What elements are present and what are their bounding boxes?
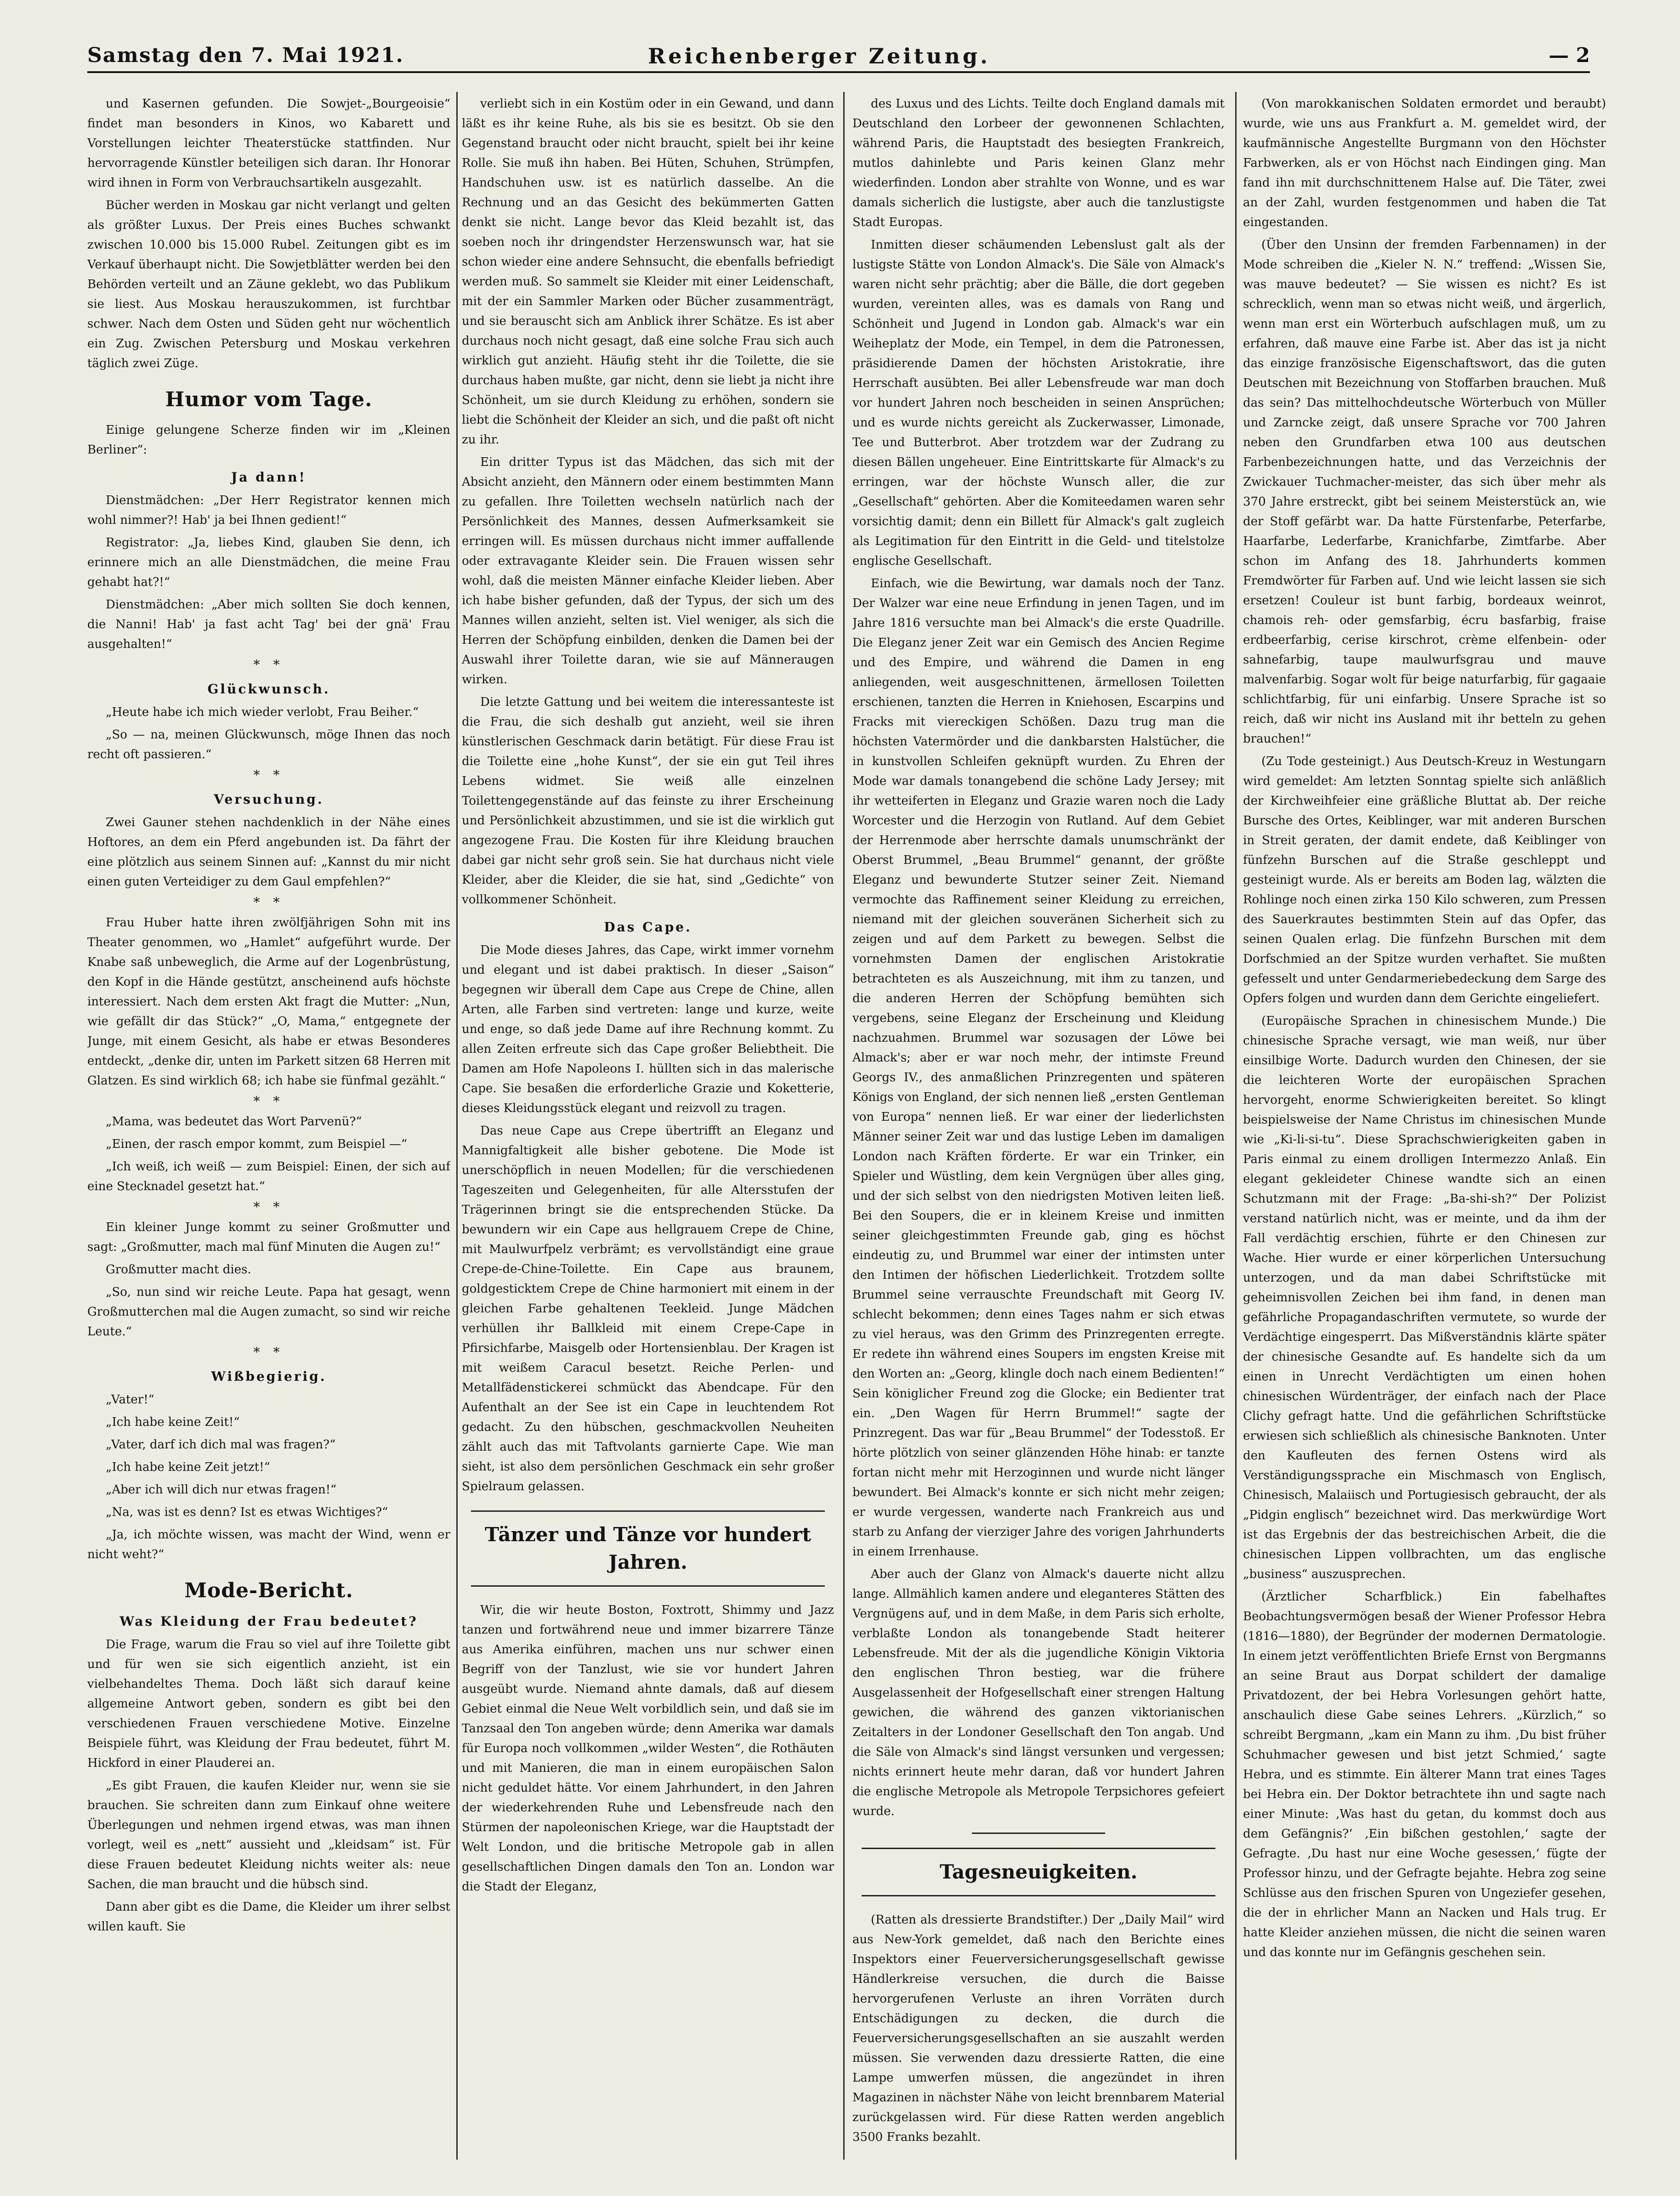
- paragraph: „Aber ich will dich nur etwas fragen!“: [106, 1483, 337, 1497]
- paragraph: „Ich habe keine Zeit jetzt!“: [106, 1460, 270, 1474]
- subheading: Das Cape.: [604, 919, 692, 935]
- subheading: Was Kleidung der Frau bedeutet?: [119, 1614, 418, 1629]
- paragraph: Dann aber gibt es die Dame, die Kleider um ihrer selbst willen kauft. Sie: [87, 1900, 450, 1934]
- paragraph: „So — na, meinen Glückwunsch, möge Ihnen das noch recht oft passieren.“: [87, 728, 450, 761]
- paragraph: Dienstmädchen: „Der Herr Registrator kennen mich wohl nimmer?! Hab' ja bei Ihnen gedient!“: [87, 494, 450, 527]
- section-title: Humor vom Tage.: [165, 388, 373, 411]
- paragraph: des Luxus und des Lichts. Teilte doch England damals mit Deutschland den Lorbeer der gewonnenen Schlachten, während Paris, die Hauptstadt des besiegten Frankreich, mutlos dahinlebte und Paris keinen Glanz mehr wiederfinden. London aber strahlte von Wonne, und es war damals sicherlich die lustigste, aber auch die tanzlustigste Stadt Europas.: [852, 97, 1225, 229]
- paragraph: Einfach, wie die Bewirtung, war damals noch der Tanz. Der Walzer war eine neue Erfindung in jenen Tagen, und im Jahre 1816 versuchte man bei Almack's die erste Quadrille. Die Eleganz jener Zeit war ein Gemisch des Ancien Regime und des Empire, und während die Damen in eng anliegenden, weit ausgeschnittenen, ärmellosen Toiletten erschienen, tanzten die Herren in Kniehosen, Escarpins und Fracks mit viereckigen Schößen. Dazu trug man die höchsten Vatermörder und die dankbarsten Halstücher, die in kunstvollen Schleifen geknüpft wurden. Zu Ehren der Mode war damals tonangebend die schöne Lady Jersey; mit ihr wetteiferten in Eleganz und Grazie waren noch die Lady Worcester und die Herzogin von Rutland. Auf dem Gebiet der Herrenmode aber herrschte damals unumschränkt der Oberst Brummel, „Beau Brummel“ genannt, der größte Eleganz und bewunderte Stutzer seiner Zeit. Niemand vermochte das Raffinement seiner Kleidung zu erreichen, niemand mit der gleichen souveränen Sicherheit sich zu zeigen und auf dem Parkett zu bewegen. Selbst die vornehmsten Damen der englischen Aristokratie betrachteten es als Auszeichnung, mit ihm zu tanzen, und die anderen Herren der Schöpfung bemühten sich vergebens, seine Eleganz der Erscheinung und Kleidung nachzuahmen. Brummel war sozusagen der Löwe bei Almack's; aber er war noch mehr, der intimste Freund Georgs IV., des anmaßlichen Prinzregenten und späteren Königs von England, der sich nennen ließ „ersten Gentleman von Europa“ nennen ließ. Er war einer der liederlichsten Männer seiner Zeit war und das lustige Leben im damaligen London nach Kräften förderte. Er war ein Trinker, ein Spieler und Wüstling, dem kein Vergnügen über alles ging, und der sich selbst von den niedrigsten Motiven leiten ließ. Bei den Soupers, die er in kleinem Kreise und inmitten seiner gleichgestimmten Freunde gab, ging es höchst eindeutig zu, und Brummel war einer der intimsten unter den Intimen der höfischen Liederlichkeit. Trotzdem sollte Brummel seine verrauschte Freundschaft mit Georg IV. schlecht bekommen; denn eines Tages nahm er sich etwas zu viel heraus, was den Grimm des Prinzregenten erregte. Er redete ihn während eines Soupers im engsten Kreise mit den Worten an: „Georg, klingle doch nach einem Bedienten!“ Sein königlicher Freund zog die Glocke; ein Bedienter trat ein. „Den Wagen für Herrn Brummel!“ sagte der Prinzregent. Das war für „Beau Brummel“ der Todesstoß. Er hörte plötzlich von seiner glänzenden Höhe hinab: er tanzte fortan nicht mehr mit Herzoginnen und wurde nicht länger bewundert. Bei Almack's konnte er sich nicht mehr zeigen; er wurde vergessen, wanderte nach Frankreich aus und starb zu Anfang der vierziger Jahre des vorigen Jahrhunderts in einem Irrenhause.: [852, 577, 1225, 1559]
- section-title: Mode-Bericht.: [184, 1579, 353, 1602]
- paragraph: „Na, was ist es denn? Ist es etwas Wichtiges?“: [106, 1505, 388, 1519]
- paragraph: Inmitten dieser schäumenden Lebenslust galt als der lustigste Stätte von London Almack's. Die Säle von Almack's waren nicht sehr prächtig; aber die Bälle, die dort gegeben wurden, vereinten alles, was es damals von Rang und Schönheit und Jugend in London gab. Almack's war ein Weiheplatz der Mode, ein Tempel, in dem die Patronessen, präsidierende Damen der höchsten Aristokratie, ihre Herrschaft ausübten. Bei aller Lebensfreude war man doch vor hundert Jahren noch bescheiden in seinen Ansprüchen; und es wurde nichts gereicht als Zuckerwasser, Limonade, Tee und Butterbrot. Aber trotzdem war der Zudrang zu diesen Bällen ungeheuer. Eine Eintrittskarte für Almack's zu erringen, war der höchste Wunsch aller, die zur „Gesellschaft“ gehörten. Aber die Komiteedamen waren sehr vorsichtig damit; denn ein Billett für Almack's galt zugleich als Legitimation für den Eintritt in die Geld- und titelstolze englische Gesellschaft.: [852, 238, 1225, 568]
- boxed-section-title: Tagesneuigkeiten.: [862, 1848, 1215, 1896]
- paragraph: verliebt sich in ein Kostüm oder in ein Gewand, und dann läßt es ihr keine Ruhe, als bis sie es besitzt. Ob sie den Gegenstand braucht oder nicht braucht, spielt bei ihr keine Rolle. Sie muß ihn haben. Bei Hüten, Schuhen, Strümpfen, Handschuhen usw. ist es natürlich dasselbe. An die Rechnung und an das Gesicht des bekümmerten Gatten denkt sie nicht. Lange bevor das Kleid bezahlt ist, das soeben noch ihr dringendster Herzenswunsch war, hat sie schon wieder eine andere Sehnsucht, die ebenfalls befriedigt werden muß. So sammelt sie Kleider mit einer Leidenschaft, mit der ein Sammler Marken oder Bücher zusammenträgt, und sie berauscht sich am Anblick ihrer Schätze. Es ist aber durchaus noch nicht gesagt, daß eine solche Frau sich auch wirklich gut anzieht. Häufig steht ihr die Toilette, die sie durchaus haben mußte, gar nicht, denn sie liebt ja nicht ihre Schönheit, um sie durch Kleidung zu erhöhen, sondern sie liebt die Schönheit der Kleider an sich, und die paßt oft nicht zu ihr.: [462, 97, 834, 447]
- paragraph: „Vater, darf ich dich mal was fragen?“: [106, 1438, 336, 1452]
- paragraph: „Mama, was bedeutet das Wort Parvenü?“: [106, 1115, 362, 1129]
- column-divider: [843, 92, 845, 2160]
- paragraph: (Ratten als dressierte Brandstifter.) Der „Daily Mail“ wird aus New-York gemeldet, daß nach den Berichte eines Inspektors einer Feuerversicherungsgesellschaft gewisse Händlerkreise versuchen, die durch die Baisse hervorgerufenen Verluste an ihren Vorräten durch Entschädigungen zu decken, die durch die Feuerversicherungsgesellschaften an sie auszahlt werden müssen. Sie verwenden dazu dressierte Ratten, die eine Lampe umwerfen müssen, die angezündet in ihren Magazinen in nächster Nähe von leicht brennbarem Material zurückgelassen wird. Für diese Ratten werden angeblich 3500 Franks bezahlt.: [852, 1913, 1225, 2144]
- separator-stars: * *: [253, 1345, 284, 1360]
- paragraph: „Vater!“: [106, 1393, 154, 1407]
- paragraph: Die Mode dieses Jahres, das Cape, wirkt immer vornehm und elegant und ist dabei praktisch. In dieser „Saison“ begegnen wir überall dem Cape aus Crepe de Chine, allen Arten, alle Farben sind vertreten: lange und kurze, weite und enge, so daß jede Dame auf ihre Rechnung kommt. Zu allen Zeiten erfreute sich das Cape großer Beliebtheit. Die Damen am Hofe Napoleons I. hüllten sich in das malerische Cape. Sie besaßen die erforderliche Grazie und Koketterie, dieses Kleidungsstück elegant und reizvoll zu tragen.: [462, 943, 834, 1115]
- paragraph: Einige gelungene Scherze finden wir im „Kleinen Berliner“:: [87, 423, 450, 457]
- paragraph: Registrator: „Ja, liebes Kind, glauben Sie denn, ich erinnere mich an alle Dienstmädchen, die meine Frau gehabt hat?!“: [87, 536, 450, 589]
- separator-stars: * *: [253, 1199, 284, 1214]
- paragraph: Das neue Cape aus Crepe übertrifft an Eleganz und Mannigfaltigkeit alle bisher gebotene. Die Mode ist unerschöpflich in neuen Modellen; für die verschiedenen Tageszeiten und Gelegenheiten, für alle Altersstufen der Trägerinnen bringt sie die entsprechenden Stücke. Da bewundern wir ein Cape aus hellgrauem Crepe de Chine, mit Maulwurfpelz verbrämt; es vervollständigt eine graue Crepe-de-Chine-Toilette. Ein Cape aus braunem, goldgesticktem Crepe de Chine harmoniert mit einem in der gleichen Farbe gehaltenen Teekleid. Junge Mädchen verhüllen ihr Ballkleid mit einem Crepe-Cape in Pfirsichfarbe, Maisgelb oder Hortensienblau. Der Kragen ist mit weißem Caracul besetzt. Reiche Perlen- und Metallfädenstickerei schmückt das Abendcape. Für den Aufenthalt an der See ist ein Cape in leuchtendem Rot gedacht. Zu den hübschen, geschmackvollen Neuheiten zählt auch das mit Taftvolants garnierte Cape. Wie man sieht, ist also dem persönlichen Geschmack ein sehr großer Spielraum gelassen.: [462, 1124, 834, 1493]
- paragraph: „Einen, der rasch empor kommt, zum Beispiel —“: [106, 1137, 408, 1151]
- paragraph: „Ich habe keine Zeit!“: [106, 1415, 240, 1429]
- newspaper-title: Reichenberger Zeitung.: [648, 44, 991, 68]
- paragraph: Die Frage, warum die Frau so viel auf ihre Toilette gibt und für wen sie sich eigentlich anzieht, ist ein vielbehandeltes Thema. Doch läßt sich darauf keine allgemeine Antwort geben, sondern es gibt bei den verschiedenen Frauen verschiedene Motive. Einzelne Beispiele führt, was Kleidung der Frau bedeutet, führt M. Hickford in einer Plauderei an.: [87, 1638, 450, 1770]
- paragraph: Dienstmädchen: „Aber mich sollten Sie doch kennen, die Nanni! Hab' ja fast acht Tag' bei der gnä' Frau ausgehalten!“: [87, 598, 450, 651]
- paragraph: Frau Huber hatte ihren zwölfjährigen Sohn mit ins Theater genommen, wo „Hamlet“ aufgeführt wurde. Der Knabe saß unbeweglich, die Arme auf der Logenbrüstung, den Kopf in die Hände gestützt, anscheinend aufs höchste interessiert. Nach dem ersten Akt fragt die Mutter: „Nun, wie gefällt dir das Stück?“ „O, Mama,“ entgegnete der Junge, mit einem Gesicht, als habe er etwas Besonderes entdeckt, „denke dir, unten im Parkett sitzen 68 Herren mit Glatzen. Es sind wirklich 68; ich habe sie fünfmal gezählt.“: [87, 916, 450, 1088]
- page-header: [87, 44, 1590, 73]
- paragraph: und Kasernen gefunden. Die Sowjet-„Bourgeoisie“ findet man besonders in Kinos, wo Kabarett und Vorstellungen leichter Theaterstücke stattfinden. Nur hervorragende Künstler beteiligen sich daran. Ihr Honorar wird ihnen in Form von Verbrauchsartikeln ausgezahlt.: [87, 97, 450, 190]
- paragraph: „So, nun sind wir reiche Leute. Papa hat gesagt, wenn Großmutterchen mal die Augen zumacht, so sind wir reiche Leute.“: [87, 1285, 450, 1339]
- horizontal-rule: [972, 1833, 1105, 1834]
- separator-stars: * *: [253, 895, 284, 910]
- paragraph: (Über den Unsinn der fremden Farbennamen) in der Mode schreiben die „Kieler N. N.“ treffend: „Wissen Sie, was mauve bedeutet? — Sie wissen es nicht? Es ist schrecklich, wenn man so etwas nicht weiß, und ärgerlich, wenn man erst ein Wörterbuch aufschlagen muß, um zu erfahren, daß mauve eine Farbe ist. Aber das ist ja nicht das einzige französische Eigenschaftswort, das die guten Deutschen mit Bezeichnung von Stoffarben brauchen. Muß das sein? Das mittelhochdeutsche Wörterbuch von Müller und Zarncke zeigt, daß unsere Sprache vor 700 Jahren neben den Grundfarben etwa 100 aus deutschen Farbenbezeichnungen hatte, und das Verzeichnis der Zwickauer Tuchmacher-meister, das sich über mehr als 370 Jahre erstreckt, gibt bei seinem Meisterstück an, wie der Stoff gefärbt war. Da hatte Fürstenfarbe, Peterfarbe, Haarfarbe, Lederfarbe, Kranichfarbe, Zimtfarbe. Aber schon im Anfang des 18. Jahrhunderts kommen Fremdwörter für Farben auf. Und wie leicht lassen sie sich ersetzen! Couleur ist bunt farbig, bordeaux weinrot, chamois reh- oder gemsfarbig, écru basfarbig, fraise erdbeerfarbig, cerise kirschrot, crème elfenbein- oder sahnefarbig, taupe maulwurfsgrau und mauve malvenfarbig. Sogar wolt für beige naturfarbig, für gagaaie schlichtfarbig, für uni einfarbig. Unsere Sprache ist so reich, daß wir nicht ins Ausland mit ihr betteln zu gehen brauchen!“: [1243, 238, 1606, 746]
- column-3: [852, 94, 1225, 2162]
- subheading: Versuchung.: [214, 792, 324, 807]
- subheading: Ja dann!: [231, 470, 306, 485]
- paragraph: Wir, die wir heute Boston, Foxtrott, Shimmy und Jazz tanzen und fortwährend neue und immer bizarrere Tänze aus Amerika einführen, machen uns nur schwer einen Begriff von der Tanzlust, wie sie vor hundert Jahren ausgeübt wurde. Niemand ahnte damals, daß auf diesem Gebiet einmal die Neue Welt vorbildlich sein, und daß sie im Tanzsaal den Ton angeben würde; denn Amerika war damals für Europa noch vollkommen „wilder Westen“, die Rothäuten und mit Manieren, die man in einem europäischen Salon nicht geduldet hätte. Vor einem Jahrhundert, in den Jahren der wiederkehrenden Ruhe und Lebensfreude nach den Stürmen der napoleonischen Kriege, war die Hauptstadt der Welt London, und die britische Metropole gab in allen gesellschaftlichen Dingen damals den Ton an. London war die Stadt der Eleganz,: [462, 1603, 834, 1894]
- paragraph: Ein dritter Typus ist das Mädchen, das sich mit der Absicht anzieht, den Männern oder einem bestimmten Mann zu gefallen. Ihre Toiletten wechseln natürlich nach der Persönlichkeit des Mannes, dessen Aufmerksamkeit sie erringen will. Es müssen durchaus nicht immer auffallende oder extravagante Kleider sein. Die Frauen wissen sehr wohl, daß die meisten Männer einfache Kleider lieben. Aber ich habe bisher gefunden, daß der Typus, der sich um des Mannes willen anzieht, selten ist. Viel weniger, als sich die Herren der Schöpfung einbilden, denken die Damen bei der Auswahl ihrer Toilette daran, wie sie auf Männeraugen wirken.: [462, 455, 834, 687]
- issue-date: Samstag den 7. Mai 1921.: [87, 44, 404, 67]
- page-mark: — 2: [1549, 44, 1590, 67]
- column-divider: [1235, 92, 1237, 2160]
- separator-stars: * *: [253, 767, 284, 783]
- paragraph: „Ja, ich möchte wissen, was macht der Wind, wenn er nicht weht?“: [87, 1528, 450, 1561]
- subheading: Wißbegierig.: [211, 1369, 327, 1384]
- paragraph: Bücher werden in Moskau gar nicht verlangt und gelten als größter Luxus. Der Preis eines Buches schwankt zwischen 10.000 bis 15.000 Rubel. Zeitungen gibt es im Verkauf überhaupt nicht. Die Sowjetblätter werden bei den Behörden verteilt und an Zäune geklebt, wo das Publikum sie liest. Aus Moskau herauszukommen, ist furchtbar schwer. Nach dem Osten und Süden geht nur wöchentlich ein Zug. Zwischen Petersburg und Moskau verkehren täglich zwei Züge.: [87, 199, 450, 370]
- paragraph: „Heute habe ich mich wieder verlobt, Frau Beiher.“: [106, 705, 419, 719]
- paragraph: (Von marokkanischen Soldaten ermordet und beraubt) wurde, wie uns aus Frankfurt a. M. gemeldet wird, der kaufmännische Angestellte Burgmann von den Höchster Farbwerken, als er von Höchst nach Eindingen ging. Man fand ihn mit durchschnittenem Halse auf. Die Täter, zwei an der Zahl, wurden festgenommen und haben die Tat eingestanden.: [1243, 97, 1606, 229]
- column-divider: [456, 92, 458, 2160]
- column-1: [87, 94, 450, 2162]
- paragraph: Die letzte Gattung und bei weitem die interessanteste ist die Frau, die sich deshalb gut anzieht, weil sie ihren künstlerischen Geschmack darin betätigt. Für diese Frau ist die Toilette eine „hohe Kunst“, der sie ein gut Teil ihres Lebens widmet. Sie weiß alle einzelnen Toilettengegenstände auf das feinste zu ihrer Erscheinung und Persönlichkeit abzustimmen, und sie ist die wirklich gut angezogene Frau. Die Kosten für ihre Kleidung brauchen dabei gar nicht sehr groß sein. Sie hat durchaus nicht viele Kleider, aber die Kleider, die sie hat, sind „Gedichte“ von vollkommener Schönheit.: [462, 695, 834, 907]
- column-4: [1243, 94, 1606, 2162]
- column-2: [462, 94, 834, 2162]
- paragraph: Aber auch der Glanz von Almack's dauerte nicht allzu lange. Allmählich kamen andere und eleganteres Stätten des Vergnügens auf, und in dem Maße, in dem Paris sich erholte, verblaßte London als tonangebende Stadt heiterer Lebensfreude. Mit der als die jugendliche Königin Viktoria den englischen Thron bestieg, war die frühere Ausgelassenheit der Hofgesellschaft einer strengen Haltung gewichen, die während des ganzen viktorianischen Zeitalters in der Londoner Gesellschaft den Ton angab. Und die Säle von Almack's sind längst versunken und vergessen; nichts erinnert heute mehr daran, daß vor hundert Jahren die englische Metropole als Metropole Terpsichores gefeiert wurde.: [852, 1567, 1225, 1818]
- paragraph: „Es gibt Frauen, die kaufen Kleider nur, wenn sie sie brauchen. Sie schreiten dann zum Einkauf ohne weitere Überlegungen und nehmen irgend etwas, was man ihnen vorlegt, weil es „nett“ aussieht und „kleidsam“ ist. Für diese Frauen bedeutet Kleidung nichts weiter als: neue Sachen, die man braucht und die hübsch sind.: [87, 1779, 450, 1891]
- separator-stars: * *: [253, 1094, 284, 1109]
- paragraph: (Ärztlicher Scharfblick.) Ein fabelhaftes Beobachtungsvermögen besaß der Wiener Professor Hebra (1816—1880), der Begründer der modernen Dermatologie. In einem jetzt veröffentlichten Briefe Ernst von Bergmanns an seine Braut aus Dorpat schildert der damalige Privatdozent, der bei Hebra Vorlesungen gehört hatte, anschaulich diese Gabe seines Lehrers. „Kürzlich,“ so schreibt Bergmann, „kam ein Mann zu ihm. ‚Du bist früher Schuhmacher gewesen und bist jetzt Schmied,‘ sagte Hebra, und es stimmte. Ein älterer Mann trat eines Tages bei Hebra ein. Der Doktor betrachtete ihn und sagte nach einer Minute: ‚Was hast du getan, du kommst doch aus dem Gefängnis?‘ ‚Ein bißchen gestohlen,‘ sagte der Gefragte. ‚Du hast nur eine Woche gesessen,‘ fügte der Professor hinzu, und der Gefragte bejahte. Hebra zog seine Schlüsse aus den frischen Spuren von Ungeziefer gesehen, die der in ehrlicher Mann an Nacken und Hals trug. Er hatte Kleider anziehen müssen, die nicht die seinen waren und das konnte nur im Gefängnis geschehen sein.: [1243, 1590, 1606, 1959]
- paragraph: (Zu Tode gesteinigt.) Aus Deutsch-Kreuz in Westungarn wird gemeldet: Am letzten Sonntag spielte sich anläßlich der Kirchweihfeier eine gräßliche Bluttat ab. Der reiche Bursche des Ortes, Keiblinger, war mit anderen Burschen in Streit geraten, der damit endete, daß Keiblinger von fünfzehn Burschen auf die Straße geschleppt und gesteinigt wurde. Als er bereits am Boden lag, wälzten die Rohlinge noch einen zirka 150 Kilo schweren, zum Pressen des Sauerkrautes bestimmten Stein auf das Opfer, das seinen Qualen erlag. Die fünfzehn Burschen mit dem Dorfschmied an der Spitze wurden verhaftet. Sie mußten gefesselt und unter Gendarmeriebedeckung dem Sarge des Opfers folgen und wurden dann dem Gerichte eingeliefert.: [1243, 755, 1606, 1005]
- paragraph: Ein kleiner Junge kommt zu seiner Großmutter und sagt: „Großmutter, mach mal fünf Minuten die Augen zu!“: [87, 1220, 450, 1254]
- paragraph: Großmutter macht dies.: [106, 1263, 251, 1277]
- paragraph: (Europäische Sprachen in chinesischem Munde.) Die chinesische Sprache versagt, wie man weiß, nur über einsilbige Worte. Dadurch wurden den Chinesen, der sie die leichteren Worte der europäischen Sprachen hervorgeht, enorme Schwierigkeiten bereitet. So klingt beispielsweise der Name Christus im chinesischen Munde wie „Ki-li-si-tu“. Diese Sprachschwierigkeiten gaben in Paris einmal zu einem drolligen Intermezzo Anlaß. Ein elegant gekleideter Chinese wandte sich an einen Schutzmann mit der Frage: „Ba-shi-sh?“ Der Polizist verstand natürlich nicht, was er meinte, und da ihm der Fall verdächtig erschien, führte er den Chinesen zur Wache. Hier wurde er einer körperlichen Untersuchung unterzogen, und da man dabei Schriftstücke mit geheimnisvollen Zeichen bei ihm fand, in denen man gefährliche Propagandaschriften vermutete, so wurde der Verdächtige eingesperrt. Das Mißverständnis klärte später der chinesische Gesandte auf. Es handelte sich da um einen in Unrecht Verdächtigten um einen hohen chinesischen Würdenträger, der einfach nach der Place Clichy gefragt hatte. Und die gefährlichen Schriftstücke erwiesen sich schließlich als chinesische Banknoten. Unter den Kaufleuten des fernen Ostens wird als Verständigungssprache ein Mischmasch von Englisch, Chinesisch, Malaiisch und Portugiesisch gebraucht, der als „Pidgin englisch“ bezeichnet wird. Das merkwürdige Wort ist das Ergebnis der das bestreichischen Arbeit, die die chinesischen Lippen vollbrachten, um das englische „business“ auszusprechen.: [1243, 1014, 1606, 1581]
- paragraph: „Ich weiß, ich weiß — zum Beispiel: Einen, der sich auf eine Stecknadel gesetzt hat.“: [87, 1160, 450, 1193]
- subheading: Glückwunsch.: [207, 681, 330, 697]
- separator-stars: * *: [253, 657, 284, 672]
- paragraph: Zwei Gauner stehen nachdenklich in der Nähe eines Hoftores, an dem ein Pferd angebunden ist. Da fährt der eine plötzlich aus seinem Sinnen auf: „Kannst du mir nicht einen guten Verteidiger zu dem Gaul empfehlen?“: [87, 816, 450, 889]
- boxed-section-title: Tänzer und Tänze vor hundert Jahren.: [471, 1510, 825, 1587]
